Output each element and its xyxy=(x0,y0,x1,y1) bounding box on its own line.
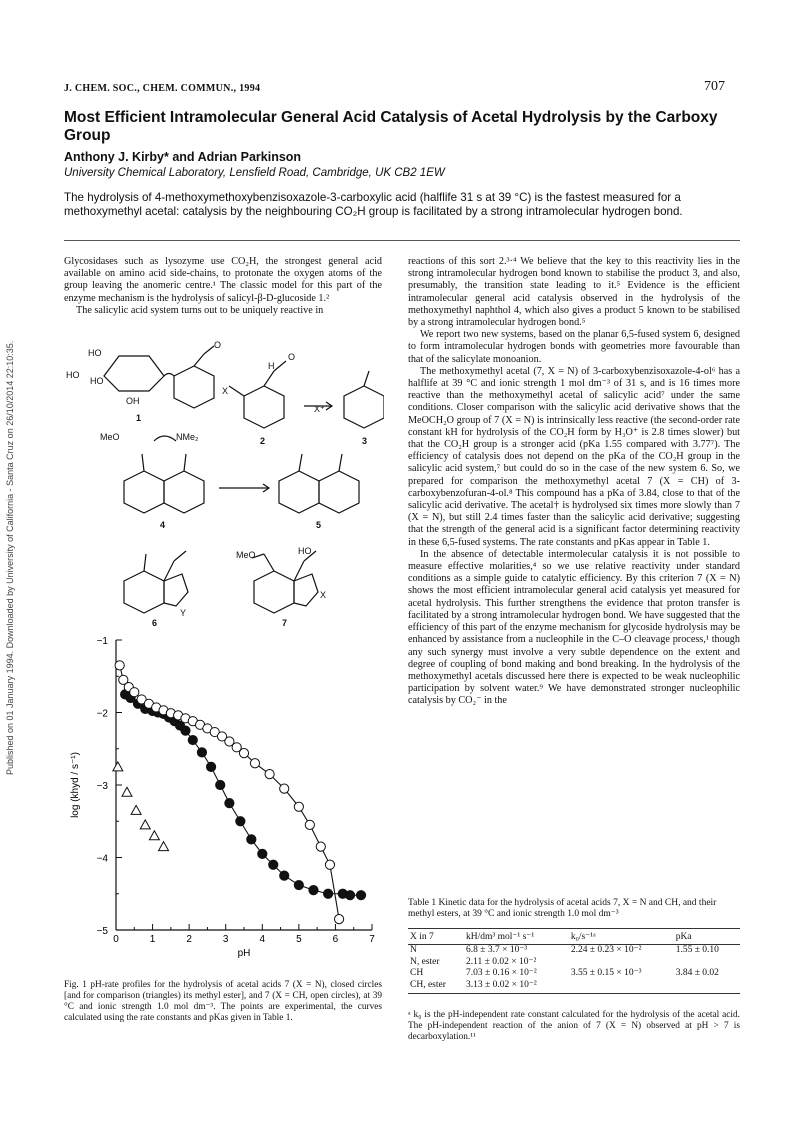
fused-ring xyxy=(124,571,164,613)
kinetic-data-table xyxy=(408,928,740,994)
table-cell: 6.8 ± 3.7 × 10⁻³ xyxy=(466,945,528,955)
atom-label: OH xyxy=(126,396,140,406)
atom-label: Y xyxy=(180,608,187,618)
x-tick-label: 6 xyxy=(332,934,339,945)
atom-label: X xyxy=(320,590,327,600)
naphthalene-ring xyxy=(279,471,319,513)
benzene-ring xyxy=(174,366,214,408)
paragraph: Glycosidases such as lysozyme use CO₂H, the strongest general acid available on amino acid side-chains, to protonate the oxygen atoms of the group leaving the anomeric centre.¹ The classic model for this part of the enzyme mechanism is the hydrolysis of salicyl-β-D-glucoside 1.² xyxy=(64,256,382,304)
compound-label: 7 xyxy=(282,618,288,626)
data-point-closed-circle xyxy=(247,835,256,844)
data-point-open-circle xyxy=(115,661,124,670)
figure-caption: Fig. 1 pH-rate profiles for the hydrolysis of acetal acids 7 (X = N), closed circles [and for comparison (triangles) its methyl ester], and 7 (X = CH, open circles), at 39 °C and ionic strength 1.0 mol dm⁻³. The points are experimental, the curves calculated using the rate constants and pKas given in Table 1. xyxy=(64,980,382,1023)
data-point-closed-circle xyxy=(345,891,354,900)
table-cell: 2.11 ± 0.02 × 10⁻² xyxy=(466,956,537,967)
paragraph: The salicylic acid system turns out to be uniquely reactive in xyxy=(76,304,324,316)
table-cell: N, ester xyxy=(410,956,440,967)
atom-label: X xyxy=(222,386,229,396)
atom-label: HO xyxy=(298,546,312,556)
table-cell: 7.03 ± 0.16 × 10⁻² xyxy=(466,968,537,978)
data-point-closed-circle xyxy=(309,886,318,895)
atom-label: H xyxy=(268,361,275,371)
atom-label: X⁺ xyxy=(314,404,325,414)
table-header: pKa xyxy=(674,929,740,945)
atom-label: O xyxy=(288,352,296,362)
table-cell: 3.55 ± 0.15 × 10⁻³ xyxy=(570,968,642,978)
table-header: kH/dm³ mol⁻¹ s⁻¹ xyxy=(464,929,569,945)
table-cell: 1.55 ± 0.10 xyxy=(675,945,719,955)
authors: Anthony J. Kirby* and Adrian Parkinson xyxy=(64,150,302,164)
header-rule xyxy=(64,240,740,241)
table-cell xyxy=(569,957,674,969)
download-note: Published on 01 January 1994. Downloaded by University of California - Santa Cruz on 26/10/2014 22:10:35. xyxy=(5,340,15,775)
compound-label: 2 xyxy=(260,436,266,446)
compound-label: 1 xyxy=(136,413,142,423)
table-cell xyxy=(569,980,674,994)
table-row xyxy=(408,945,740,957)
x-tick-label: 0 xyxy=(113,934,119,945)
data-point-closed-circle xyxy=(269,860,278,869)
table-row xyxy=(408,968,740,980)
table-caption: Table 1 Kinetic data for the hydrolysis of acetal acids 7, X = N and CH, and their methyl esters, at 39 °C and ionic strength 1.0 mol dm⁻³ xyxy=(408,898,717,919)
table-cell: 3.84 ± 0.02 xyxy=(675,968,719,978)
data-point-closed-circle xyxy=(236,817,245,826)
data-point-triangle xyxy=(149,831,159,840)
paragraph: reactions of this sort 2.³·⁴ We believe that the key to this reactivity lies in the strong intramolecular hydrogen bond known to stabilise the product 3, and also, presumably, the transition state leading to it.⁵ Evidence is the efficient intramolecular general acid catalysis observed in the hydrolysis of the methoxymethyl naphthol 4, which also gives a product 5 known to be stabilised by a strong intramolecular hydrogen bond.⁵ xyxy=(408,256,740,329)
data-point-open-circle xyxy=(265,770,274,779)
data-point-open-circle xyxy=(305,820,314,829)
chart-marks xyxy=(113,661,366,924)
fused-ring xyxy=(254,571,294,613)
benzene-ring xyxy=(344,386,384,428)
table-cell: 3.13 ± 0.02 × 10⁻² xyxy=(464,980,569,994)
data-point-closed-circle xyxy=(324,889,333,898)
x-tick-label: 4 xyxy=(259,934,266,945)
table-cell: CH xyxy=(410,968,424,978)
y-axis-label: log (khyd / s⁻¹) xyxy=(70,752,81,818)
y-tick-label: −3 xyxy=(96,781,108,792)
table-header: k₀/s⁻¹ᵃ xyxy=(569,929,674,945)
atom-label: NMe₂ xyxy=(176,432,199,442)
data-point-closed-circle xyxy=(280,871,289,880)
compound-label: 5 xyxy=(316,520,322,530)
data-point-closed-circle xyxy=(294,880,303,889)
compound-label: 4 xyxy=(160,520,166,530)
table-header: X in 7 xyxy=(408,929,464,945)
affiliation: University Chemical Laboratory, Lensfield Road, Cambridge, UK CB2 1EW xyxy=(64,167,445,179)
atom-label: MeO xyxy=(236,550,256,560)
x-axis-label: pH xyxy=(237,948,251,959)
data-point-triangle xyxy=(159,842,169,851)
right-column xyxy=(408,256,740,708)
table-row xyxy=(408,957,740,969)
data-point-closed-circle xyxy=(197,748,206,757)
data-point-open-circle xyxy=(239,749,248,758)
data-point-triangle xyxy=(140,820,150,829)
abstract: The hydrolysis of 4-methoxymethoxybenzisoxazole-3-carboxylic acid (halflife 31 s at 39 °C) is the fastest measured for a methoxymethyl acetal: catalysis by the neighbouring CO₂H group is facilitated by a strong intramolecular hydrogen bond. xyxy=(64,191,683,218)
y-tick-label: −1 xyxy=(96,636,108,647)
table-cell: 2.24 ± 0.23 × 10⁻² xyxy=(570,945,642,955)
data-point-closed-circle xyxy=(258,849,267,858)
article-title: Most Efficient Intramolecular General Acid Catalysis of Acetal Hydrolysis by the Carboxy Group xyxy=(64,109,718,144)
ph-rate-chart xyxy=(64,630,384,975)
compound-label: 3 xyxy=(362,436,368,446)
paragraph: In the absence of detectable intermolecular catalysis it is not possible to measure effective molarities,⁴ so we use relative reactivity under standard conditions as a simple guide to catalytic efficiency. By this criterion 7 (X = N) shows the most efficient intramolecular general acid catalysis yet measured for acetal hydrolysis. This further strengthens the evidence that proton transfer is facilitated by a strong intramolecular hydrogen bond. We have suggested that the efficiency of this part of the enzyme mechanism for glycoside hydrolysis may be enhanced by assistance from a nucleophile in the C–O cleavage process,¹ though any such synergy must involve a very subtle dependence on the extent and degree of coupling of bond making and bond breaking. In the hydrolysis of the methoxymethyl acetals discussed here there is expected to be weak nucleophilic participation by solvent water.⁹ We have demonstrated stronger nucleophilic catalysis by CO₂⁻ in the xyxy=(408,548,740,707)
y-tick-label: −4 xyxy=(96,853,108,865)
page-number: 707 xyxy=(704,79,725,94)
table-row xyxy=(408,980,740,994)
data-point-open-circle xyxy=(130,688,139,697)
atom-label: MeO xyxy=(100,432,120,442)
table-footnote: ᵃ k₀ is the pH-independent rate constant calculated for the hydrolysis of the acetal acid. The pH-independent reaction of the anion of 7 (X = N) observed at pH > 7 is decarboxylation.¹¹ xyxy=(408,1010,740,1042)
x-tick-label: 1 xyxy=(149,934,156,945)
y-tick-label: −5 xyxy=(96,926,108,937)
paragraph: We report two new systems, based on the planar 6,5-fused system 6, designed to form intramolecular hydrogen bonds with geometries more favourable than that of the salicylate monoanion. xyxy=(408,329,740,365)
data-point-open-circle xyxy=(250,759,259,768)
y-tick-label: −2 xyxy=(96,708,108,720)
atom-label: HO xyxy=(88,348,102,358)
data-point-closed-circle xyxy=(356,891,365,900)
chart-axes xyxy=(97,636,376,945)
data-point-open-circle xyxy=(316,842,325,851)
table-cell xyxy=(674,957,740,969)
data-point-open-circle xyxy=(334,915,343,924)
x-tick-label: 7 xyxy=(369,934,375,945)
data-point-triangle xyxy=(131,805,141,814)
chemical-structures xyxy=(64,336,384,626)
data-point-closed-circle xyxy=(216,780,225,789)
glucose-ring xyxy=(104,356,164,391)
atom-label: HO xyxy=(90,376,104,386)
data-point-triangle xyxy=(113,762,123,771)
left-column xyxy=(64,256,382,317)
paragraph: The methoxymethyl acetal (7, X = N) of 3-carboxybenzisoxazole-4-ol⁶ has a halflife at 39 °C and ionic strength 1 mol dm⁻³ of 31 s, and is 16 times more reactive than the methoxymethyl acetal of salicylic acid⁷ under the same conditions. Closer comparison with the salicylic acid derivative shows that the MeOCH₂O group of 7 (X = N) is intrinsically less reactive (the second-order rate constant kH for hydrolysis of the CO₂H form by H₃O⁺ is 2.8 times slower) but that the CO₂H group is a stronger acid (pKa 1.55 compared with 3.77⁷). The efficiency of catalysis does not depend on the pKa of the CO₂H group in the salicylic acid system,⁷ but could do so in the case of the new system 6. So, we prepared for comparison the methoxymethyl acetal 7 (X = CH) of 3-carboxybenzofuran-4-ol.⁸ This compound has a pKa of 3.84, close to that of the salicylic acid derivative. The acetal† is hydrolysed six times more slowly than 7 (X = N), but still 2.4 times faster than the salicylic acid derivative; suggesting that the strength of the general acid is a significant factor determining reactivity in these 6,5-fused systems. The rate constants and pKas appear in Table 1. xyxy=(408,365,740,548)
data-point-triangle xyxy=(122,787,132,796)
atom-label: HO xyxy=(66,370,80,380)
data-point-open-circle xyxy=(280,784,289,793)
data-point-closed-circle xyxy=(188,735,197,744)
benzene-ring xyxy=(244,386,284,428)
x-tick-label: 5 xyxy=(296,934,302,945)
data-point-closed-circle xyxy=(181,726,190,735)
x-tick-label: 2 xyxy=(186,934,192,945)
data-point-closed-circle xyxy=(206,762,215,771)
table-cell: CH, ester xyxy=(408,980,464,994)
naphthalene-ring xyxy=(124,471,164,513)
table-cell xyxy=(674,980,740,994)
table-cell: N xyxy=(410,945,417,955)
data-point-closed-circle xyxy=(225,799,234,808)
x-tick-label: 3 xyxy=(222,934,229,945)
data-point-open-circle xyxy=(294,802,303,811)
atom-label: O xyxy=(214,340,222,350)
journal-header: J. CHEM. SOC., CHEM. COMMUN., 1994 xyxy=(64,83,261,94)
data-point-open-circle xyxy=(325,860,334,869)
compound-label: 6 xyxy=(152,618,158,626)
